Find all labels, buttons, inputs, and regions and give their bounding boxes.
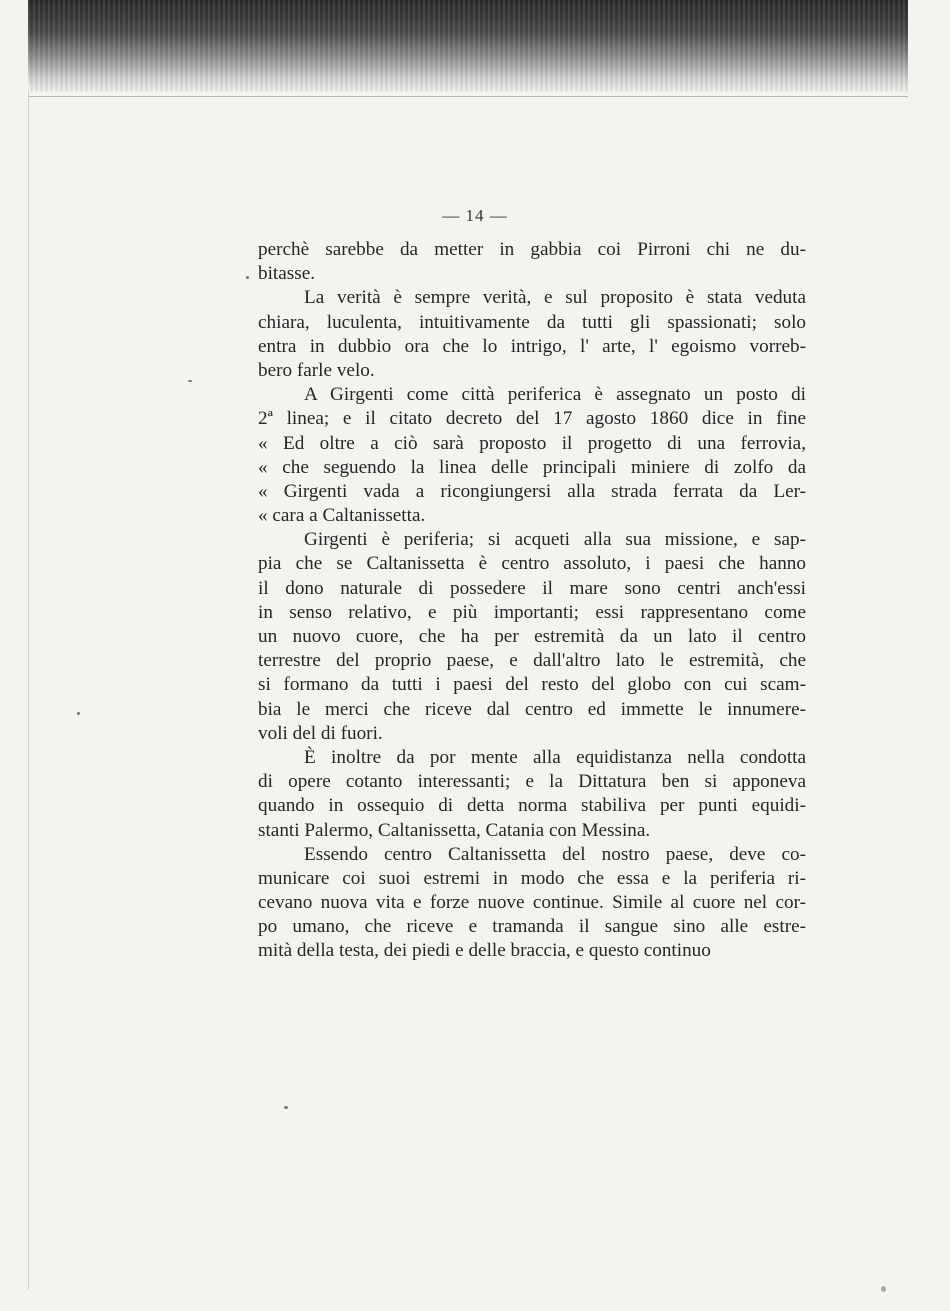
text-line: cevano nuova vita e forze nuove continue. Simile al cuore nel cor-	[258, 892, 806, 914]
text-line: voli del di fuori.	[258, 722, 383, 744]
text-line: il dono naturale di possedere il mare sono centri anch'essi	[258, 577, 806, 599]
text-line: La verità è sempre verità, e sul proposito è stata veduta	[304, 287, 806, 309]
text-line: di opere cotanto interessanti; e la Dittatura ben si apponeva	[258, 771, 806, 793]
text-line: terrestre del proprio paese, e dall'altro lato le estremità, che	[258, 650, 806, 672]
page-number: — 14 —	[442, 206, 508, 225]
text-line: Essendo centro Caltanissetta del nostro paese, deve co-	[304, 843, 806, 865]
text-line: stanti Palermo, Caltanissetta, Catania con Messina.	[258, 819, 651, 841]
text-line: Girgenti è periferia; si acqueti alla sua missione, e sap-	[304, 529, 806, 551]
text-line: 2ª linea; e il citato decreto del 17 agosto 1860 dice in fine	[258, 408, 806, 430]
scan-top-shadow	[28, 0, 908, 92]
text-line: pia che se Caltanissetta è centro assoluto, i paesi che hanno	[258, 553, 806, 575]
text-line: « cara a Caltanissetta.	[258, 505, 426, 527]
page-edge-top	[28, 96, 908, 97]
text-line: chiara, luculenta, intuitivamente da tutti gli spassionati; solo	[258, 311, 806, 333]
text-line: « Girgenti vada a ricongiungersi alla strada ferrata da Ler-	[258, 480, 806, 502]
text-line: A Girgenti come città periferica è assegnato un posto di	[304, 384, 806, 406]
text-line: bero farle velo.	[258, 359, 375, 381]
text-line: quando in ossequio di detta norma stabiliva per punti equidi-	[258, 795, 806, 817]
text-line: entra in dubbio ora che lo intrigo, l' arte, l' egoismo vorreb-	[258, 335, 806, 357]
text-line: bitasse.	[258, 263, 316, 285]
paper-speck	[246, 276, 249, 279]
paper-speck	[284, 1106, 288, 1109]
paper-speck	[881, 1286, 886, 1292]
text-line: perchè sarebbe da metter in gabbia coi Pirroni chi ne du-	[258, 239, 806, 260]
text-line: bia le merci che riceve dal centro ed immette le innumere-	[258, 698, 806, 720]
text-line: mità della testa, dei piedi e delle braccia, e questo continuo	[258, 940, 711, 962]
text-line: È inoltre da por mente alla equidistanza nella condotta	[304, 746, 806, 768]
page-edge-left	[28, 90, 29, 1290]
text-line: un nuovo cuore, che ha per estremità da un lato il centro	[258, 626, 806, 647]
paper-speck	[188, 380, 192, 382]
body-text	[258, 238, 806, 964]
text-line: in senso relativo, e più importanti; essi rappresentano come	[258, 601, 806, 623]
text-line: municare coi suoi estremi in modo che essa e la periferia ri-	[258, 867, 806, 889]
paper-speck	[77, 712, 80, 715]
text-line: « che seguendo la linea delle principali miniere di zolfo da	[258, 456, 806, 478]
text-line: si formano da tutti i paesi del resto del globo con cui scam-	[258, 674, 806, 696]
text-line: po umano, che riceve e tramanda il sangue sino alle estre-	[258, 916, 806, 938]
text-line: « Ed oltre a ciò sarà proposto il progetto di una ferrovia,	[258, 432, 806, 454]
